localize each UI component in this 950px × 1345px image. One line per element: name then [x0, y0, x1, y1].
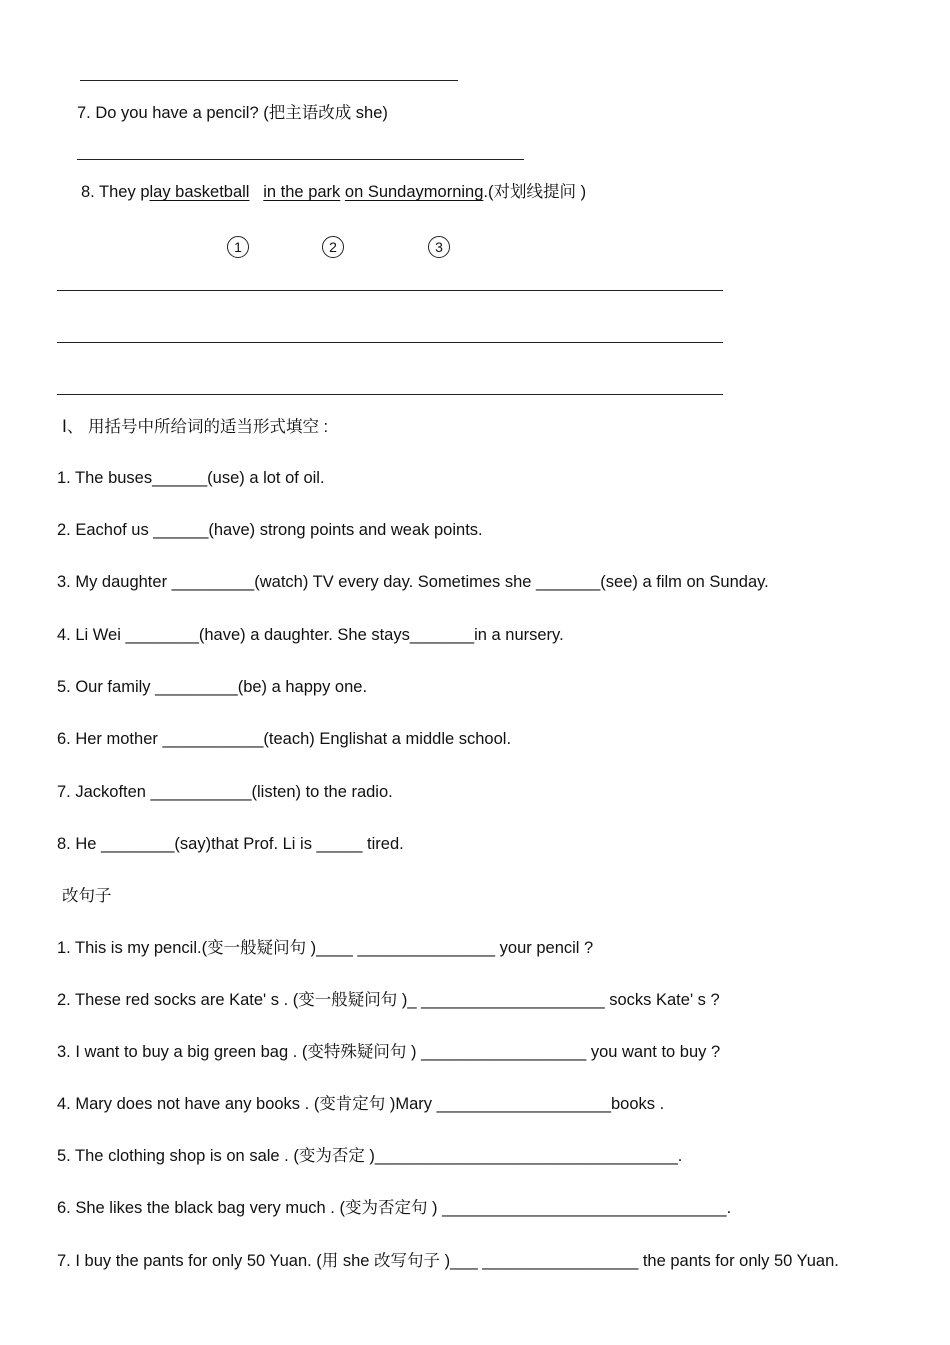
section-heading-fill: Ⅰ、 用括号中所给词的适当形式填空 :	[62, 418, 329, 436]
circled-marker-1: 1	[227, 236, 249, 258]
rewrite-item-5: 5. The clothing shop is on sale . (变为否定 )_________________________________.	[57, 1147, 683, 1165]
rewrite-item-7: 7. I buy the pants for only 50 Yuan. (用 she 改写句子 )___ _________________ the pants for only 50 Yuan.	[57, 1252, 839, 1270]
circled-marker-3: 3	[428, 236, 450, 258]
answer-line-q8-3[interactable]	[57, 394, 723, 395]
rewrite-item-3: 3. I want to buy a big green bag . (变特殊疑问句 ) __________________ you want to buy ?	[57, 1043, 721, 1061]
answer-line-q7[interactable]	[77, 159, 524, 160]
answer-line-q8-2[interactable]	[57, 342, 723, 343]
answer-line[interactable]	[80, 80, 458, 81]
question-8-text	[81, 182, 586, 202]
rewrite-item-1: 1. This is my pencil.(变一般疑问句 )____ _______________ your pencil ?	[57, 939, 594, 957]
fill-item-8: 8. He ________(say)that Prof. Li is _____ tired.	[57, 835, 404, 853]
answer-line-q8-1[interactable]	[57, 290, 723, 291]
fill-item-2: 2. Eachof us ______(have) strong points and weak points.	[57, 521, 483, 539]
fill-item-1: 1. The buses______(use) a lot of oil.	[57, 469, 325, 487]
q8-underlined-part-1: lay basketball	[149, 183, 250, 201]
q8-prefix: 8. They p	[81, 183, 150, 201]
fill-item-4: 4. Li Wei ________(have) a daughter. She stays_______in a nursery.	[57, 626, 564, 644]
rewrite-item-2: 2. These red socks are Kate' s . (变一般疑问句 )_ ____________________ socks Kate' s ?	[57, 991, 720, 1009]
rewrite-item-4: 4. Mary does not have any books . (变肯定句 )Mary ___________________books .	[57, 1095, 665, 1113]
fill-item-3: 3. My daughter _________(watch) TV every day. Sometimes she _______(see) a film on Sunday.	[57, 573, 769, 591]
q8-underlined-part-2: in the park	[263, 183, 341, 201]
section-heading-rewrite: 改句子	[62, 887, 112, 905]
q8-suffix: .(对划线提问 )	[483, 183, 587, 201]
fill-item-7: 7. Jackoften ___________(listen) to the radio.	[57, 783, 393, 801]
question-7-text: 7. Do you have a pencil? (把主语改成 she)	[77, 104, 388, 122]
fill-item-6: 6. Her mother ___________(teach) Englishat a middle school.	[57, 730, 512, 748]
q8-underlined-part-3: on Sundaymorning	[344, 183, 484, 201]
fill-item-5: 5. Our family _________(be) a happy one.	[57, 678, 368, 696]
circled-marker-2: 2	[322, 236, 344, 258]
rewrite-item-6: 6. She likes the black bag very much . (变为否定句 ) _______________________________.	[57, 1199, 732, 1217]
